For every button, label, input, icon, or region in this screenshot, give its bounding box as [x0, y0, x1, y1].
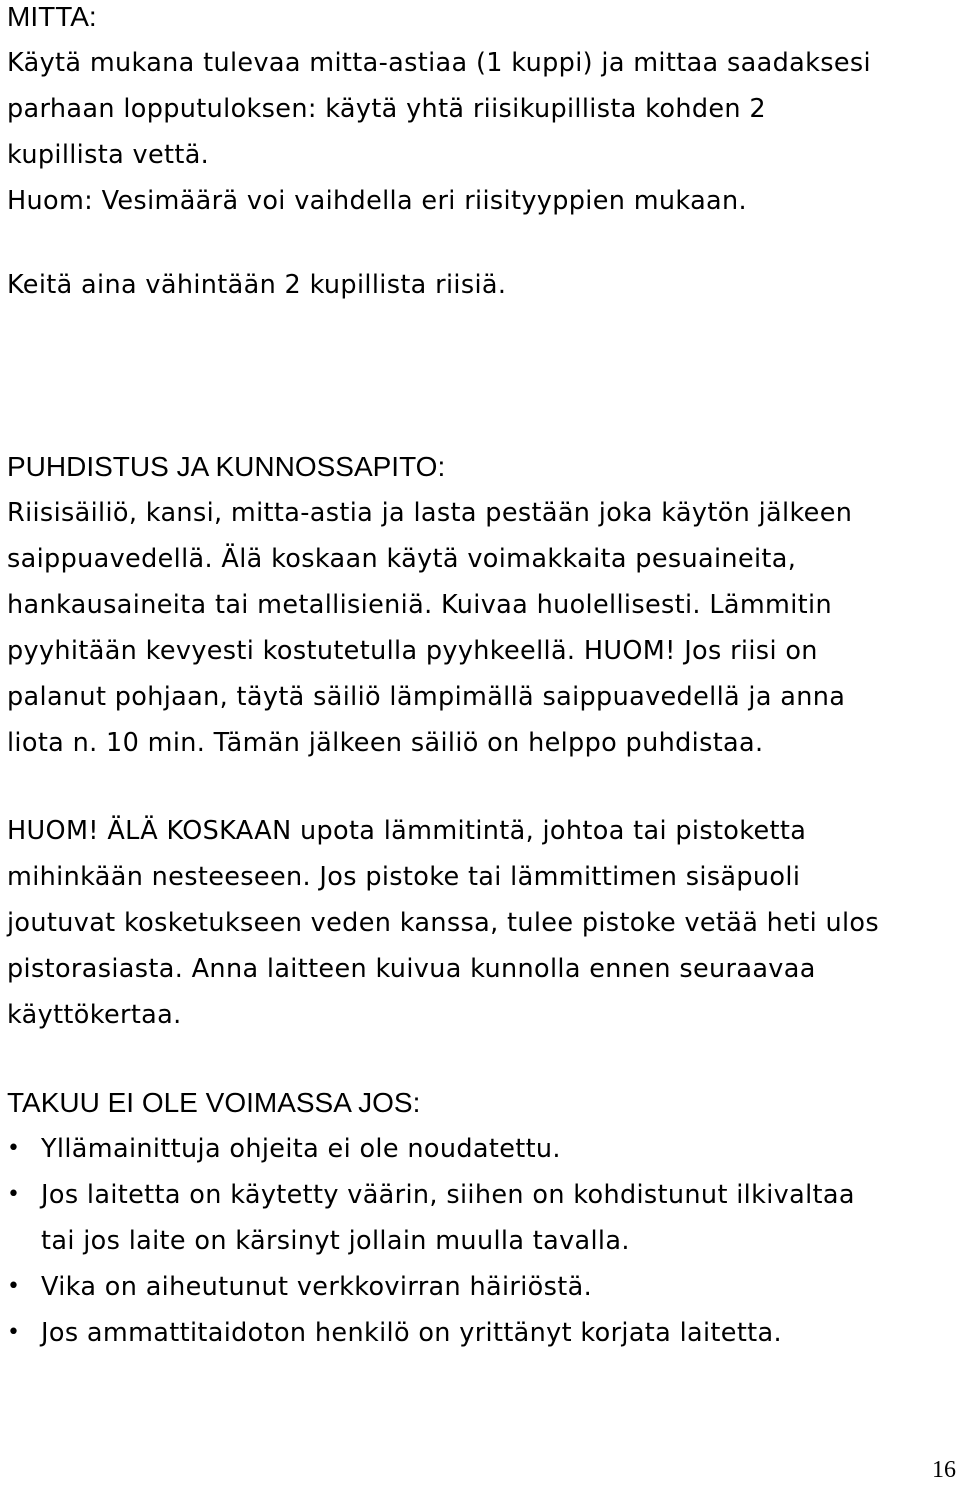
- bullet-icon: •: [7, 1182, 20, 1207]
- cleaning-line: pyyhitään kevyesti kostutetulla pyyhkeellä. HUOM! Jos riisi on: [7, 636, 818, 666]
- warranty-section: [7, 1080, 952, 1126]
- measure-line: kupillista vettä.: [7, 140, 210, 170]
- list-item-text: tai jos laite on kärsinyt jollain muulla tavalla.: [41, 1226, 630, 1256]
- warranty-heading: TAKUU EI OLE VOIMASSA JOS:: [7, 1087, 421, 1118]
- warranty-list: [7, 1126, 952, 1356]
- list-item: [7, 1126, 952, 1172]
- list-item: [7, 1264, 952, 1310]
- cleaning-section: [7, 444, 952, 766]
- cleaning-line: palanut pohjaan, täytä säiliö lämpimällä saippuavedellä ja anna: [7, 682, 846, 712]
- list-item-text: Jos ammattitaidoton henkilö on yrittänyt korjata laitetta.: [41, 1318, 782, 1348]
- cleaning-line: Riisisäiliö, kansi, mitta-astia ja lasta pestään joka käytön jälkeen: [7, 498, 853, 528]
- bullet-icon: •: [7, 1136, 20, 1161]
- page-number: 16: [932, 1457, 956, 1483]
- cleaning-line: saippuavedellä. Älä koskaan käytä voimakkaita pesuaineita,: [7, 544, 797, 574]
- warning-line: HUOM! ÄLÄ KOSKAAN upota lämmitintä, johtoa tai pistoketta: [7, 816, 807, 846]
- cleaning-line: hankausaineita tai metallisieniä. Kuivaa huolellisesti. Lämmitin: [7, 590, 832, 620]
- warning-line: joutuvat kosketukseen veden kanssa, tulee pistoke vetää heti ulos: [7, 908, 880, 938]
- measure-note: Keitä aina vähintään 2 kupillista riisiä.: [7, 270, 507, 300]
- list-item-text: Vika on aiheutunut verkkovirran häiriöstä.: [41, 1272, 593, 1302]
- warning-section: [7, 808, 952, 1038]
- warning-line: mihinkään nesteeseen. Jos pistoke tai lämmittimen sisäpuoli: [7, 862, 801, 892]
- cleaning-heading: PUHDISTUS JA KUNNOSSAPITO:: [7, 451, 446, 482]
- list-item-text: Yllämainittuja ohjeita ei ole noudatettu.: [41, 1134, 561, 1164]
- bullet-icon: •: [7, 1320, 20, 1345]
- cleaning-line: liota n. 10 min. Tämän jälkeen säiliö on helppo puhdistaa.: [7, 728, 764, 758]
- list-item: [7, 1310, 952, 1356]
- bullet-icon: •: [7, 1274, 20, 1299]
- measure-line: parhaan lopputuloksen: käytä yhtä riisikupillista kohden 2: [7, 94, 766, 124]
- measure-section: [7, 0, 952, 224]
- measure-line: Huom: Vesimäärä voi vaihdella eri riisityyppien mukaan.: [7, 186, 747, 216]
- list-item-text: Jos laitetta on käytetty väärin, siihen on kohdistunut ilkivaltaa: [41, 1180, 855, 1210]
- measure-heading: MITTA:: [7, 1, 97, 32]
- list-item: [7, 1172, 952, 1264]
- warning-line: pistorasiasta. Anna laitteen kuivua kunnolla ennen seuraavaa: [7, 954, 816, 984]
- warning-line: käyttökertaa.: [7, 1000, 182, 1030]
- measure-line: Käytä mukana tulevaa mitta-astiaa (1 kuppi) ja mittaa saadaksesi: [7, 48, 871, 78]
